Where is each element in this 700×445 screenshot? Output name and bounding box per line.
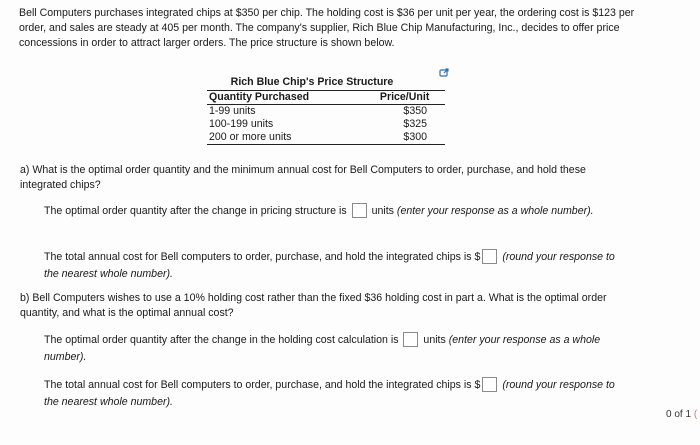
price-structure-table xyxy=(207,76,455,145)
progress-label: 0 of 1 xyxy=(666,409,692,420)
quantity-cell: 1-99 units xyxy=(209,105,256,117)
answer-unit: units xyxy=(423,334,446,346)
answer-hint: (enter your response as a whole number). xyxy=(396,205,594,217)
table-row xyxy=(207,118,445,131)
price-table xyxy=(207,90,445,145)
answer-hint: (enter your response as a whole number). xyxy=(44,334,601,363)
part-a-cost-input[interactable] xyxy=(482,249,497,264)
part-a-quantity-input[interactable] xyxy=(352,203,367,218)
quantity-cell: 200 or more units xyxy=(207,131,364,145)
answer-prompt: The optimal order quantity after the change in pricing structure is xyxy=(44,205,347,217)
price-cell: $300 xyxy=(364,131,445,145)
table-title: Rich Blue Chip's Price Structure xyxy=(230,76,394,88)
table-row xyxy=(207,131,445,145)
table-row xyxy=(207,105,445,119)
column-header-quantity: Quantity Purchased xyxy=(207,91,364,105)
progress-tail: ( xyxy=(693,409,698,420)
question-part-a: a) What is the optimal order quantity and the minimum annual cost for Bell Computers to order, purchase, and hold these integrated chips? xyxy=(20,164,586,191)
export-icon[interactable] xyxy=(439,68,449,78)
answer-hint: (round your response to the nearest whole number). xyxy=(44,251,615,280)
part-a-quantity-answer xyxy=(44,203,604,220)
part-b-quantity-answer xyxy=(44,332,624,366)
answer-unit: units xyxy=(371,205,394,217)
part-b-cost-input[interactable] xyxy=(482,377,497,392)
question-part-b: b) Bell Computers wishes to use a 10% holding cost rather than the fixed $36 holding cost in part a. What is the optimal order quantity, and what is the optimal annual cost? xyxy=(20,292,607,319)
quantity-cell: 100-199 units xyxy=(209,118,274,130)
answer-prompt: The total annual cost for Bell computers to order, purchase, and hold the integrated chips is $ xyxy=(44,251,481,263)
part-a-cost-answer xyxy=(44,249,624,283)
answer-prompt: The optimal order quantity after the change in the holding cost calculation is xyxy=(44,334,399,346)
part-b-cost-answer xyxy=(44,377,624,411)
column-header-price: Price/Unit xyxy=(364,91,445,105)
progress-indicator xyxy=(666,409,697,420)
table-header-row xyxy=(207,91,445,105)
answer-prompt: The total annual cost for Bell computers to order, purchase, and hold the integrated chips is $ xyxy=(44,379,481,391)
part-b-quantity-input[interactable] xyxy=(403,332,418,347)
price-cell: $325 xyxy=(403,118,427,130)
answer-hint: (round your response to the nearest whole number). xyxy=(44,379,615,408)
price-cell: $350 xyxy=(403,105,427,117)
problem-intro: Bell Computers purchases integrated chips at $350 per chip. The holding cost is $36 per unit per year, the ordering cost is $123 per order, and sales are steady at 405 per month. The company's supplier, Rich Blue Chip Manufacturing, Inc., decides to offer price concessions in order to attract larger orders. The price structure is shown below. xyxy=(19,7,635,49)
